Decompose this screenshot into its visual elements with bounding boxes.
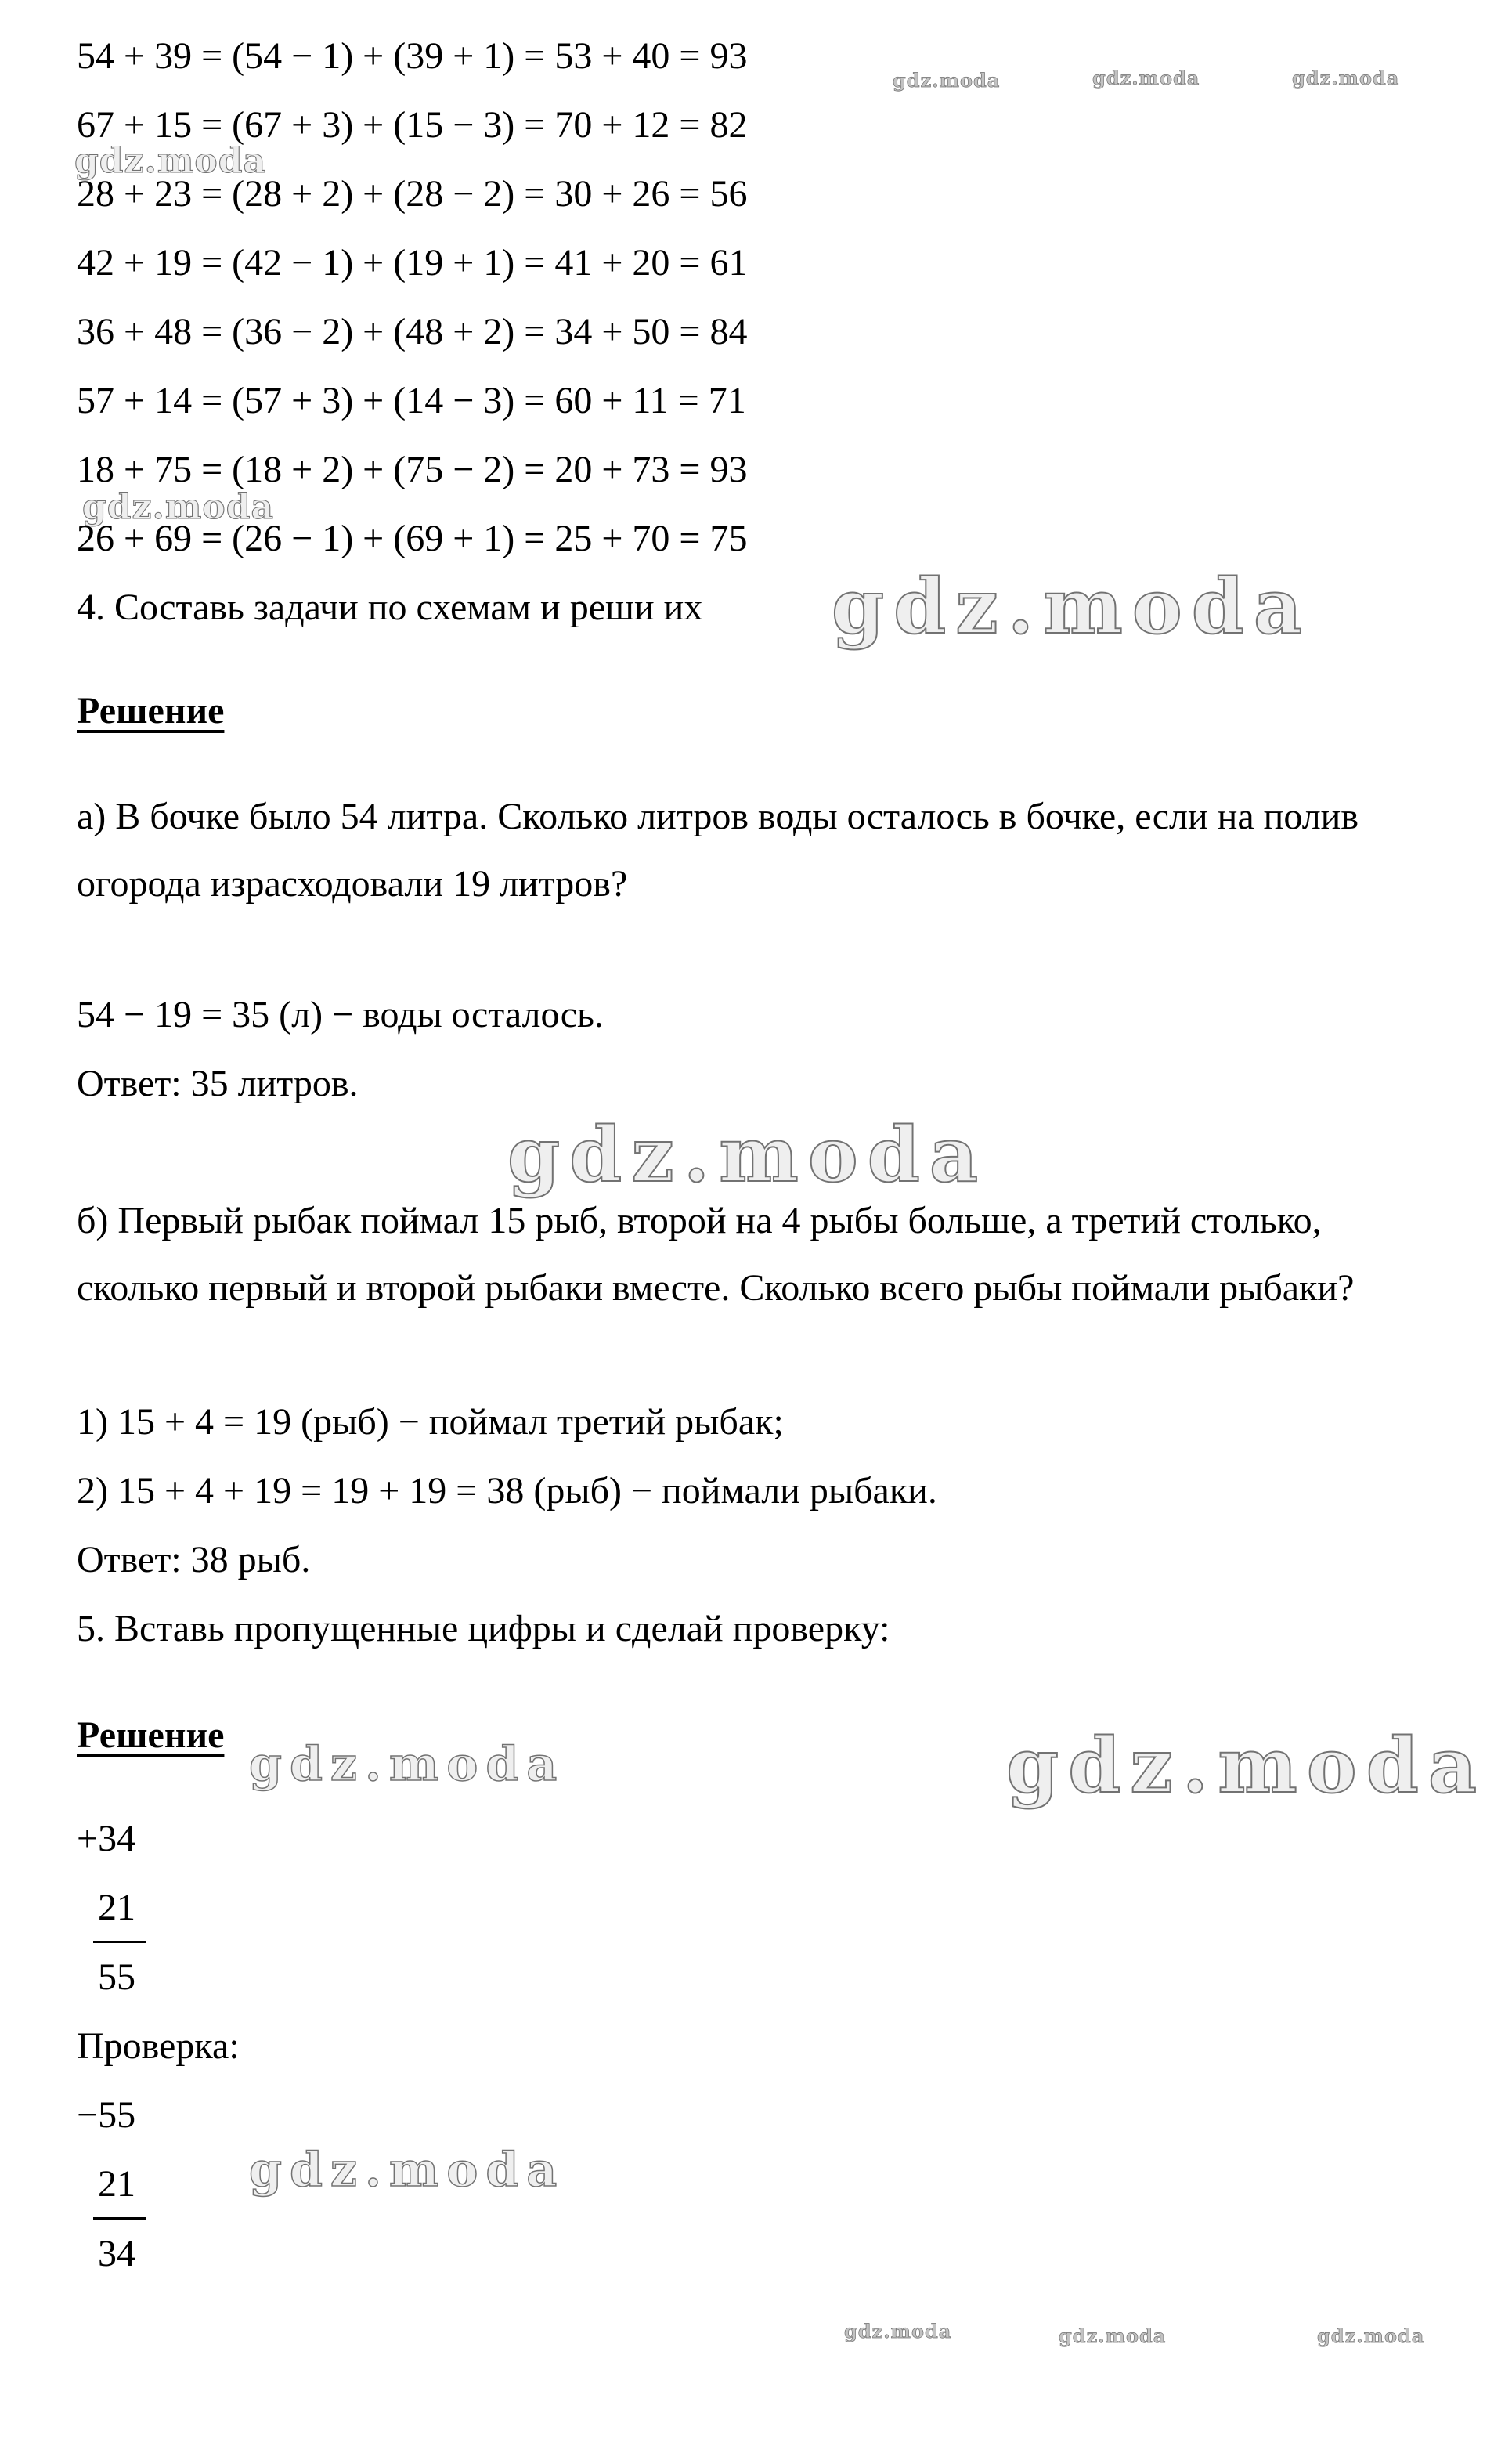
task4-part-b-steps — [77, 1388, 1449, 1663]
equation-line: 18 + 75 = (18 + 2) + (75 − 2) = 20 + 73 = 93 — [77, 449, 748, 490]
equation-line: 36 + 48 = (36 − 2) + (48 + 2) = 34 + 50 = 84 — [77, 311, 748, 352]
task5-solution-heading: Решение — [77, 1714, 225, 1756]
task4-part-a-answer: Ответ: 35 литров. — [77, 1063, 359, 1104]
equation-line: 54 + 39 = (54 − 1) + (39 + 1) = 53 + 40 = 93 — [77, 35, 748, 77]
task4-solution-heading: Решение — [77, 690, 225, 731]
subtraction-operand-top: −55 — [77, 2094, 136, 2136]
gdz-moda-watermark: gdz.moda — [1059, 2324, 1167, 2347]
task4-part-b-step2: 2) 15 + 4 + 19 = 19 + 19 = 38 (рыб) − поймали рыбаки. — [77, 1470, 937, 1512]
gdz-moda-watermark: gdz.moda — [1006, 1721, 1487, 1810]
gdz-moda-watermark: gdz.moda — [82, 487, 275, 527]
task4-title: 4. Составь задачи по схемам и реши их — [77, 587, 703, 628]
addition-underlined-operand: 21 — [93, 1876, 146, 1943]
column-addition — [77, 1804, 1449, 2012]
task5-title: 5. Вставь пропущенные цифры и сделай проверку: — [77, 1608, 890, 1649]
gdz-moda-watermark: gdz.moda — [893, 69, 1001, 92]
addition-operand-bottom — [77, 1873, 1449, 1943]
gdz-moda-watermark: gdz.moda — [832, 562, 1312, 651]
subtraction-result: 34 — [98, 2233, 135, 2274]
equation-line: 42 + 19 = (42 − 1) + (19 + 1) = 41 + 20 = 61 — [77, 242, 748, 284]
check-label: Проверка: — [77, 2025, 240, 2067]
task4-part-b-text: б) Первый рыбак поймал 15 рыб, второй на 4 рыбы больше, а третий столько, сколько первый и второй рыбаки вместе. Сколько всего рыбы поймали рыбаки? — [77, 1200, 1355, 1309]
equation-line: 57 + 14 = (57 + 3) + (14 − 3) = 60 + 11 = 71 — [77, 380, 746, 421]
equation-line: 26 + 69 = (26 − 1) + (69 + 1) = 25 + 70 = 75 — [77, 518, 748, 559]
subtraction-operand-bottom — [77, 2150, 1449, 2220]
gdz-moda-watermark: gdz.moda — [507, 1111, 988, 1199]
gdz-moda-watermark: gdz.moda — [249, 1737, 565, 1792]
task4-part-b-answer: Ответ: 38 рыб. — [77, 1539, 311, 1580]
equations-block — [77, 22, 1449, 573]
addition-result: 55 — [98, 1956, 135, 1998]
gdz-moda-watermark: gdz.moda — [74, 141, 267, 181]
task4-part-a-text: а) В бочке было 54 литра. Сколько литров воды осталось в бочке, если на полив огорода израсходовали 19 литров? — [77, 796, 1359, 905]
gdz-moda-watermark: gdz.moda — [1292, 67, 1400, 89]
gdz-moda-watermark: gdz.moda — [1092, 67, 1200, 89]
gdz-moda-watermark: gdz.moda — [844, 2320, 952, 2342]
gdz-moda-watermark: gdz.moda — [1317, 2324, 1425, 2347]
addition-operand-top: +34 — [77, 1818, 136, 1859]
gdz-moda-watermark: gdz.moda — [249, 2143, 565, 2198]
task4-part-a-equation: 54 − 19 = 35 (л) − воды осталось. — [77, 994, 604, 1035]
task4-part-b-step1: 1) 15 + 4 = 19 (рыб) − поймал третий рыбак; — [77, 1401, 784, 1443]
equation-line: 67 + 15 = (67 + 3) + (15 − 3) = 70 + 12 = 82 — [77, 104, 748, 146]
column-subtraction — [77, 2081, 1449, 2288]
equation-line: 28 + 23 = (28 + 2) + (28 − 2) = 30 + 26 = 56 — [77, 173, 748, 215]
subtraction-underlined-operand: 21 — [93, 2153, 146, 2220]
